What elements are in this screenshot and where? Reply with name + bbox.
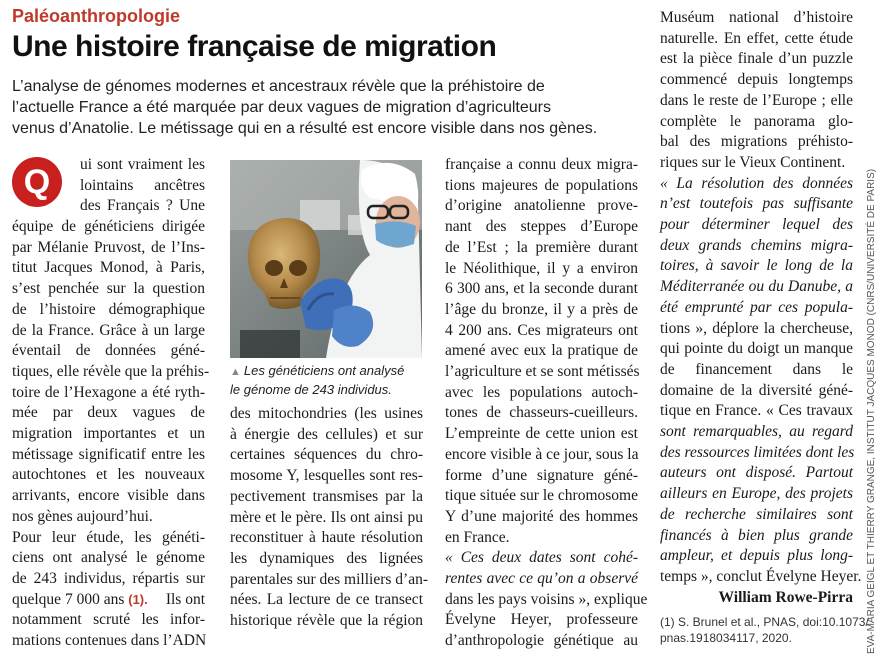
text-line: complète le panorama glo-	[660, 112, 853, 130]
quote-line: toires, à savoir le long de la	[660, 257, 853, 275]
text-line: de 243 individus, répartis sur	[12, 569, 205, 587]
text-line: tions majeures de populations	[445, 176, 638, 194]
column-1-body	[12, 217, 210, 652]
quote-line: de recherche similaires sont	[660, 505, 853, 523]
quote-line: pour déterminer lequel des	[660, 216, 853, 234]
column-2	[230, 404, 428, 632]
quote-line: auteurs ont disposé. Partout	[660, 464, 853, 482]
text-line: à énergie des cellules) et sur	[230, 425, 423, 443]
text-line: équipe de généticiens dirigée	[12, 218, 205, 235]
text-line: lointains ancêtres	[80, 176, 205, 194]
text-line: Pour leur étude, les généti-	[12, 528, 205, 546]
footnote	[660, 614, 869, 646]
text-line: le Néolithique, il y a environ	[445, 259, 638, 277]
quote-line: sont remarquables, au regard	[660, 423, 853, 441]
text-line: de l’histoire démographique	[12, 300, 205, 318]
text-line: nées. La lecture de ce transect	[230, 591, 423, 609]
text-line: l’âge du bronze, il y a près de	[445, 300, 638, 318]
text-line: naturelle. En effet, cette étude	[660, 29, 853, 47]
section-rubric: Paléoanthropologie	[12, 6, 181, 26]
text-line: par Mélanie Pruvost, de l’Ins-	[12, 238, 205, 256]
author-signature: William Rowe-Pirra	[718, 588, 853, 606]
text-line: française a connu deux migra-	[445, 156, 638, 173]
quote-line: « Ces deux dates sont cohé-	[445, 549, 638, 567]
column-3	[445, 155, 648, 652]
lede-line: venus d’Anatolie. Le métissage qui en a résulté est encore visible dans nos gènes.	[12, 120, 598, 137]
text-line: amené avec eux la pratique de	[445, 342, 638, 360]
photo-image	[230, 160, 422, 358]
text-line: domaine de la diversité géné-	[660, 381, 853, 399]
text-line: commencé depuis longtemps	[660, 71, 853, 89]
text-line: toire de l’Hexagone a été ryth-	[12, 383, 205, 401]
text-line: forme d’une signature géné-	[445, 466, 638, 484]
text-line: d’origine anatolienne prove-	[445, 197, 638, 215]
text-line: en France.	[445, 528, 510, 546]
text-line: tiques, elle révèle que la préhis-	[12, 362, 210, 380]
text-line: migration importantes et un	[12, 425, 205, 443]
text-line: tones de chasseurs-cueilleurs.	[445, 404, 638, 422]
text-line: de financement dans le	[660, 360, 853, 378]
text-line: d’anthropologie génétique au	[445, 632, 638, 650]
text-line: dans le reste de l’Europe ; elle	[660, 91, 853, 109]
text-line: mère et le père. Ils ont ainsi pu	[230, 508, 423, 526]
text-line: pectivement transmises par la	[230, 487, 423, 505]
caption-line: le génome de 243 individus.	[230, 382, 392, 397]
text-line: tions », déplore la chercheuse,	[660, 319, 853, 337]
quote-line: ailleurs en Europe, des projets	[660, 485, 853, 503]
quote-line: des ressources limitées dont les	[660, 443, 855, 461]
article-lede	[12, 76, 642, 139]
text-line: nant des steppes d’Europe	[445, 218, 638, 236]
quote-line: deux grands chemins migra-	[660, 236, 853, 254]
text-line: tique en France. « Ces travaux	[660, 402, 853, 420]
column-4	[660, 8, 862, 608]
text-line: riques sur le Vieux Continent.	[660, 153, 846, 171]
quote-line: n’est toutefois pas suffisante	[660, 195, 853, 213]
text-line: ciens ont analysé le génome	[12, 549, 205, 567]
quote-line: « La résolution des données	[660, 174, 853, 192]
quote-line: ampleur, et depuis plus long-	[660, 547, 853, 565]
triangle-icon: ▲	[230, 366, 241, 378]
footnote-line: (1) S. Brunel et al., PNAS, doi:10.1073/	[660, 615, 869, 629]
text-line: L’empreinte de cette union est	[445, 425, 638, 443]
photo-caption	[230, 362, 430, 398]
lede-line: l’actuelle France a été marquée par deux vagues de migration d’agriculteurs	[12, 99, 551, 116]
quote-line: été emprunté par ces popula-	[660, 298, 853, 316]
text-line: Y d’une majorité des hommes	[445, 507, 638, 525]
text-line: encore visible à ce jour, sous la	[445, 445, 639, 463]
text-fragment: Ils ont	[165, 590, 205, 608]
text-line: les dynamiques des lignées	[230, 549, 423, 567]
text-fragment: quelque 7 000 ans	[12, 590, 125, 608]
text-line: titut Jacques Monod, à Paris,	[12, 259, 205, 277]
text-line: mosome Y, lesquelles sont res-	[230, 467, 423, 485]
text-line: Muséum national d’histoire	[660, 9, 853, 26]
text-line: autochtones et les nouveaux	[12, 466, 205, 484]
text-line: dans les pays voisins », explique	[445, 590, 648, 608]
quote-line: financés à bien plus grande	[660, 526, 853, 544]
text-line: nos gènes aujourd’hui.	[12, 507, 153, 525]
caption-line	[230, 362, 430, 381]
text-line: métissage significatif entre les	[12, 445, 205, 463]
lede-line: L’analyse de génomes modernes et ancestraux révèle que la préhistoire de	[12, 78, 545, 95]
text-line: qui pointe du doigt un manque	[660, 340, 853, 358]
text-line: parentales sur des milliers d’an-	[230, 570, 428, 588]
text-line: éventail de données géné-	[12, 342, 205, 360]
text-line: mations contenues dans l’ADN	[12, 632, 207, 650]
text-line: mée par deux vagues de	[12, 404, 205, 422]
text-line: est la pièce finale d’un puzzle	[660, 50, 853, 68]
text-line: reconstituer à haute résolution	[230, 529, 423, 547]
column-1	[80, 155, 205, 217]
text-line: temps », conclut Évelyne Heyer.	[660, 567, 862, 585]
text-line: certaines séquences du chro-	[230, 446, 423, 464]
footnote-ref: (1).	[128, 591, 148, 607]
text-line: Évelyne Heyer, professeure	[445, 611, 638, 629]
text-line: notamment scruté les infor-	[12, 611, 205, 629]
text-line: avec les populations autoch-	[445, 383, 638, 401]
quote-line: rentes avec ce qu’on a observé	[445, 570, 638, 588]
photo-geneticist-skull	[230, 160, 422, 358]
drop-cap: Q	[12, 157, 62, 207]
text-line: 6 300 ans, et la seconde durant	[445, 280, 638, 298]
photo-credit: EVA-MARIA GEIGL ET THIERRY GRANGE, INSTITUT JACQUES MONOD (CNRS/UNIVERSITÉ DE PARIS)	[866, 168, 877, 654]
caption-text: Les généticiens ont analysé	[243, 363, 405, 378]
text-line: des mitochondries (les usines	[230, 405, 423, 422]
text-line	[12, 590, 205, 611]
text-line: 4 200 ans. Ces migrateurs ont	[445, 321, 638, 339]
quote-line: Méditerranée ou du Danube, a	[660, 278, 853, 296]
text-line: ui sont vraiment les	[80, 156, 205, 173]
text-line: tique située sur le chromosome	[445, 487, 638, 505]
text-line: bal des migrations préhisto-	[660, 133, 853, 151]
text-line: de la France. Grâce à un large	[12, 321, 205, 339]
text-line: des Français ? Une	[80, 197, 205, 215]
text-line: arrivants, encore visible dans	[12, 487, 205, 505]
text-line: historique révèle que la région	[230, 612, 423, 630]
text-line: de l’Est ; la première durant	[445, 238, 638, 256]
footnote-line: pnas.1918034117, 2020.	[660, 631, 792, 645]
text-line: s’est penchée sur la question	[12, 280, 205, 298]
text-line: l’agriculture et se sont métissés	[445, 363, 640, 381]
article-title: Une histoire française de migration	[12, 30, 497, 63]
